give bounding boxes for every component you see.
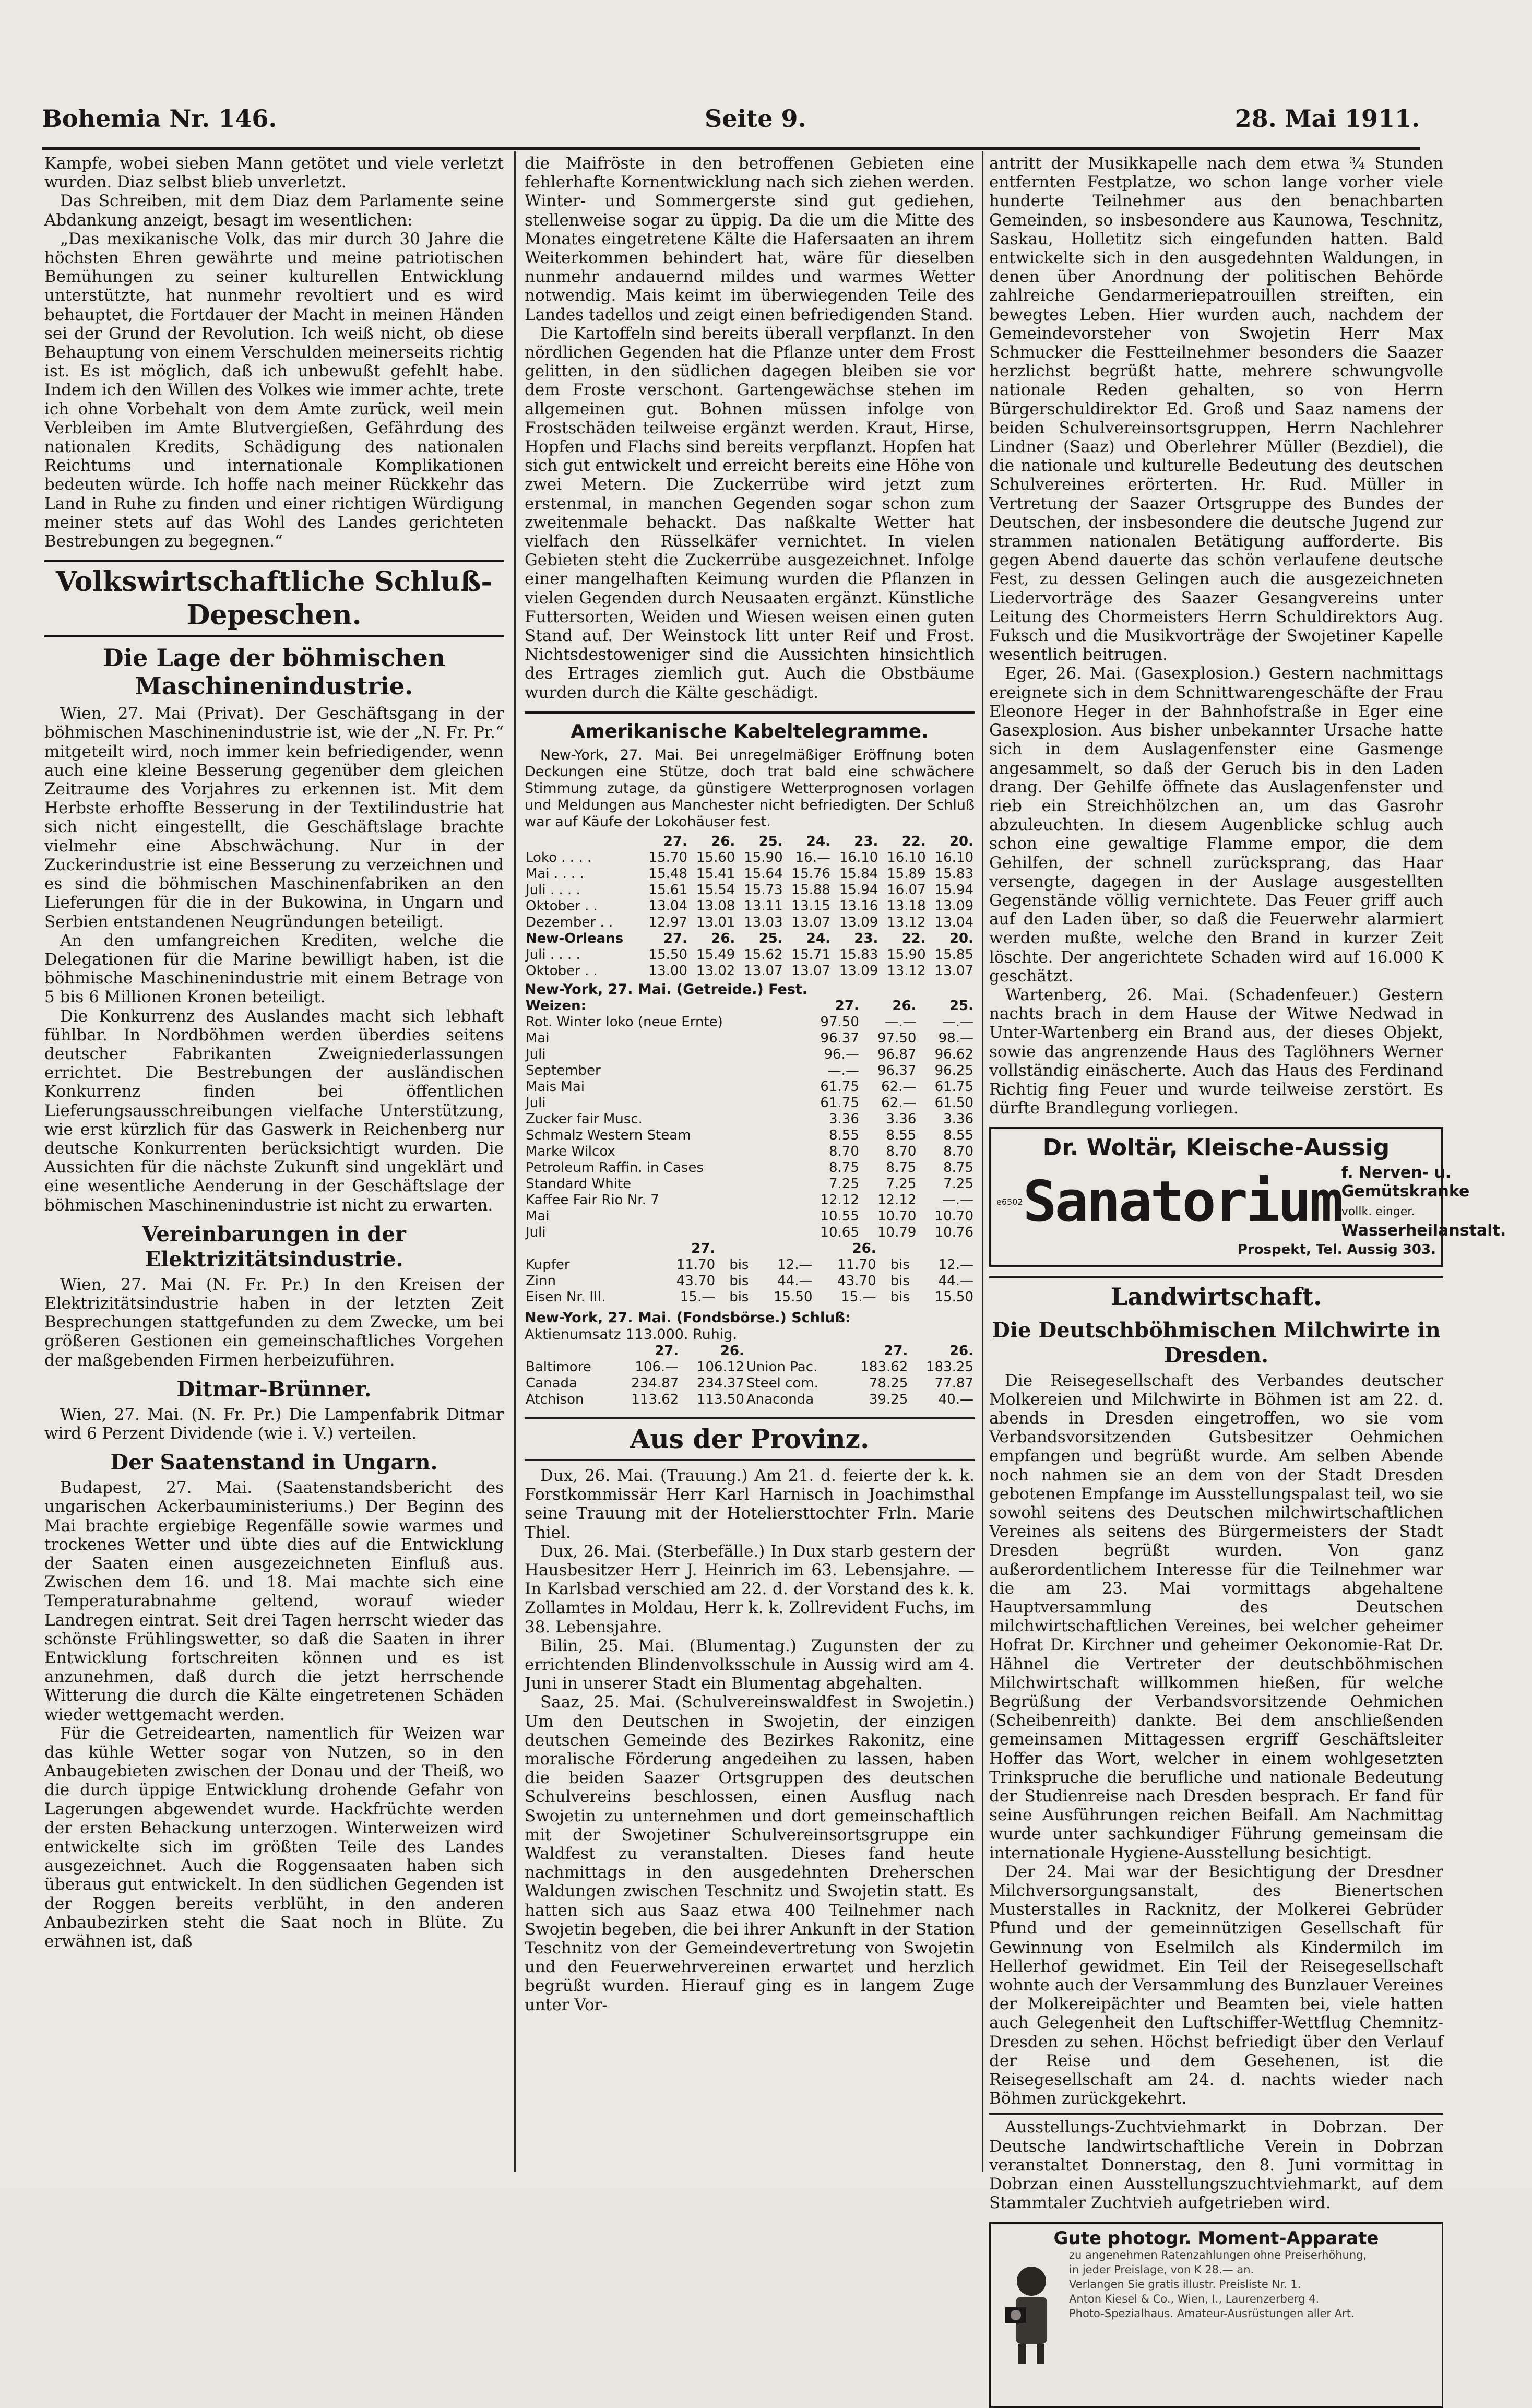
paragraph: Budapest, 27. Mai. (Saatenstandsbericht des ungarischen Ackerbauministeriums.) Der Beginn des Mai brachte ergiebige Regenfälle sowie warmes und trockenes Wetter und übte dies auf die Entwicklung der Saaten einen ausgezeichneten Einfluß aus. Zwischen dem 16. und 18. Mai machte sich eine Temperaturabnahme geltend, worauf wieder Landregen eintrat. Seit drei Tagen herrscht wieder das schönste Frühlingswetter, so daß die Saaten in ihrer Entwicklung fortschreiten können und es ist anzunehmen, daß durch die jetzt herrschende Witterung die durch die Kälte eingetretenen Schäden wieder wettgemacht werden. xyxy=(44,1478,504,1724)
table-cell: 8.75 xyxy=(943,1159,973,1176)
paragraph: „Das mexikanische Volk, das mir durch 30 Jahre die höchsten Ehren gewährte und meine patriotischen Bemühungen zu seiner kulturellen Entwicklung unterstützte, hat nunmehr revoltiert und es wird behauptet, die Fortdauer der Macht in meinen Händen sei der Grund der Revolution. Ich weiß nicht, ob diese Behauptung von einem Verschulden meinerseits richtig ist. Es ist möglich, daß ich unbewußt gefehlt habe. Indem ich den Willen des Volkes wie immer achte, trete ich ohne Vorbehalt von dem Amte zurück, weil mein Verbleiben im Amte Blutvergießen, Gefährdung des nationalen Kredits, Schädigung des nationalen Reichtums und internationale Komplikationen bedeuten würde. Ich hoffe nach meiner Rückkehr das Land in Ruhe zu finden und einer richtigen Würdigung meiner stets auf das Wohl des Landes gerichteten Bestrebungen zu begegnen.“ xyxy=(44,229,504,551)
table-cell: —.— xyxy=(942,1014,973,1030)
table-row xyxy=(525,882,975,898)
table-row xyxy=(525,1208,975,1225)
table-cell: 15.48 xyxy=(648,865,687,882)
paragraph: die Maifröste in den betroffenen Gebieten eine fehlerhafte Kornentwicklung nach sich ziehen werden. Winter- und Sommergerste sind gut gediehen, stellenweise sogar zu üppig. Da die um die Mitte des Monates eingetretene Kälte die Hafersaaten an ihrem Weiterkommen behindert hat, wäre für dieselben nunmehr andauernd mildes und warmes Wetter notwendig. Mais keimt im überwiegenden Teile des Landes tadellos und zeigt einen befriedigenden Stand. xyxy=(525,154,975,324)
row-label: Juli xyxy=(526,1095,546,1111)
column-header xyxy=(877,1241,911,1257)
paragraph: Die Reisegesellschaft des Verbandes deutscher Molkereien und Milchwirte in Böhmen ist am 22. d. abends in Dresden eingetroffen, wo sie vom Verbandsvorsitzenden Gutsbesitzer Oehmichen empfangen und begrüßt wurde. Am selben Abende noch nahmen sie an dem von der Stadt Dresden gebotenen Empfange im Ausstellungspalast teil, wo sie sowohl seitens des Deutschen milchwirtschaftlichen Vereines als seitens des Bürgermeisters der Stadt Dresden begrüßt wurden. Von ganz außerordentlichem Interesse für die Teilnehmer war die am 23. Mai vormittags abgehaltene Hauptversammlung des Deutschen milchwirtschaftlichen Vereines, bei welcher geheimer Hofrat Dr. Kirchner und geheimer Oekonomie-Rat Dr. Hähnel die Vertreter der deutschböhmischen Milchwirtschaft willkommen hießen, für welche Begrüßung der Verbandsvorsitzende Oehmichen (Scheibenreith) dankte. Bei dem anschließenden gemeinsamen Mittagessen ergriff Geschäftsleiter Hoffer das Wort, welcher in einem wohlgesetzten Trinkspruche die berufliche und nationale Bedeutung der Studienreise nach Dresden besprach. Er fand für seine Ausführungen reichen Beifall. Am Nachmittag wurde unter sachkundiger Führung gemeinsam die internationale Hygiene-Ausstellung besichtigt. xyxy=(989,1371,1443,1863)
row-label: Eisen Nr. III. xyxy=(526,1289,606,1305)
paragraph: Dux, 26. Mai. (Sterbefälle.) In Dux starb gestern der Hausbesitzer Herr J. Heinrich im 63. Lebensjahre. — In Karlsbad verschied am 22. d. der Vorstand des k. k. Zollamtes in Moldau, Herr k. k. Zollrevident Fuchs, im 38. Lebensjahre. xyxy=(525,1541,975,1636)
table-cell: 11.70 xyxy=(837,1256,876,1273)
paragraph: Kampfe, wobei sieben Mann getötet und viele verletzt wurden. Diaz selbst blieb unverletzt. xyxy=(44,154,504,192)
table-cell: 13.12 xyxy=(887,914,926,930)
table-cell: 113.62 xyxy=(631,1391,679,1407)
table-cell: 16.10 xyxy=(934,849,973,865)
date-header: 22. xyxy=(901,930,926,946)
camera-ad-line: zu angenehmen Ratenzahlungen ohne Preiserhöhung, xyxy=(1069,2248,1367,2261)
table-cell: 10.79 xyxy=(877,1224,917,1240)
date-header: 25. xyxy=(758,833,783,849)
table-cell: 10.70 xyxy=(934,1208,973,1224)
row-label: Anaconda xyxy=(746,1391,814,1407)
table-row xyxy=(525,1392,975,1408)
stock-subheading: Aktienumsatz 113.000. Ruhig. xyxy=(525,1326,738,1343)
table-cell: 13.04 xyxy=(648,898,687,914)
table-cell: 7.25 xyxy=(943,1176,973,1192)
header-page-number: Seite 9. xyxy=(705,104,806,133)
table-cell: 15.— xyxy=(680,1289,716,1305)
table-cell: 15.— xyxy=(841,1289,876,1305)
stock-heading: New-York, 27. Mai. (Fondsbörse.) Schluß: xyxy=(525,1309,851,1326)
table-cell: 15.90 xyxy=(887,946,926,963)
table-cell: 113.50 xyxy=(696,1391,744,1407)
paragraph: Dux, 26. Mai. (Trauung.) Am 21. d. feierte der k. k. Forstkommissär Herr Karl Harnisch in Joachimsthal seine Trauung mit der Hoteliersttochter Frln. Marie Thiel. xyxy=(525,1466,975,1542)
cotton-table xyxy=(525,834,975,979)
ad-line-2-small: vollk. einger. xyxy=(1341,1205,1415,1219)
table-row xyxy=(525,1030,975,1047)
table-cell: 62.— xyxy=(881,1095,917,1111)
table-cell: 61.50 xyxy=(934,1095,973,1111)
table-cell: 15.50 xyxy=(934,1289,973,1305)
ad-sanatorium-title: Sanatorium xyxy=(1023,1169,1341,1235)
paragraph: Wartenberg, 26. Mai. (Schadenfeuer.) Gestern nachts brach in dem Hause der Witwe Nedwad in Unter-Wartenberg ein Brand aus, der dieses Objekt, sowie das angrenzende Haus des Taglöhners Werner vollständig einäscherte. Auch das Haus des Ferdinand Richtig fing Feuer und wurde teilweise zerstört. Es dürfte Brandlegung vorliegen. xyxy=(989,985,1443,1118)
row-label: Canada xyxy=(526,1375,577,1391)
table-cell: —.— xyxy=(827,1062,859,1078)
column-header xyxy=(750,1241,813,1257)
table-cell: 13.16 xyxy=(839,898,878,914)
row-label: Zinn xyxy=(526,1273,556,1289)
date-header: 22. xyxy=(901,833,926,849)
table-row xyxy=(525,963,975,979)
table-cell: 96.37 xyxy=(820,1030,859,1046)
table-row xyxy=(525,1241,975,1257)
column-header: 25. xyxy=(949,998,973,1014)
table-cell: 3.36 xyxy=(886,1111,917,1127)
column-header: 27. xyxy=(835,998,859,1014)
table-cell: 96.62 xyxy=(934,1046,973,1062)
table-cell: 15.88 xyxy=(791,882,830,898)
table-row xyxy=(525,1176,975,1192)
table-cell: 12.— xyxy=(938,1256,973,1273)
row-label: Atchison xyxy=(526,1391,584,1407)
table-row xyxy=(525,931,975,947)
table-row xyxy=(525,1111,975,1128)
table-cell: 40.— xyxy=(938,1391,973,1407)
table-cell: 7.25 xyxy=(828,1176,859,1192)
table-cell: 15.85 xyxy=(934,946,973,963)
row-label: Juli . . . . xyxy=(526,882,580,898)
table-cell: 15.94 xyxy=(934,882,973,898)
paragraph: Eger, 26. Mai. (Gasexplosion.) Gestern nachmittags ereignete sich in dem Schnittwarengeschäfte der Frau Eleonore Heger in der Bahnhofstraße in Eger eine Gasexplosion. Aus bisher unbekannter Ursache hatte sich in dem Auslagenfenster eine Gasmenge angesammelt, so daß der Geruch bis in den Laden drang. Der Gehilfe öffnete das Auslagenfenster und rieb ein Streichhölzchen an, um das Gasrohr abzuleuchten. In diesem Augenblicke schlug auch schon eine gewaltige Flamme empor, die dem Gehilfen, der schnell zurücksprang, das Haar versengte, dagegen in der Auslage ausgestellten Gegenstände völlig vernichtete. Das Feuer griff auch auf den Laden über, so daß die Feuerwehr alarmiert werden mußte, welche den Brand in kurzer Zeit löschte. Der angerichtete Schaden wird auf 16.000 K geschätzt. xyxy=(989,664,1443,986)
row-label: Marke Wilcox xyxy=(526,1143,615,1159)
date-header: 20. xyxy=(949,930,973,946)
row-label: Dezember . . xyxy=(526,914,613,930)
date-header: 23. xyxy=(854,833,878,849)
table-row xyxy=(525,850,975,866)
table-cell: 15.60 xyxy=(696,849,735,865)
table-cell: 13.09 xyxy=(934,898,973,914)
table-row xyxy=(525,1014,975,1030)
date-header: 26. xyxy=(711,833,735,849)
column-2 xyxy=(525,154,975,2169)
row-label: September xyxy=(526,1062,601,1078)
row-label: Kaffee Fair Rio Nr. 7 xyxy=(526,1192,659,1208)
row-label: Rot. Winter loko (neue Ernte) xyxy=(526,1014,723,1030)
table-cell: 13.04 xyxy=(934,914,973,930)
table-cell: 15.89 xyxy=(887,865,926,882)
table-cell: 15.41 xyxy=(696,865,735,882)
table-cell: 77.87 xyxy=(934,1375,973,1391)
table-cell: 10.65 xyxy=(820,1224,859,1240)
date-header: 25. xyxy=(758,930,783,946)
paragraph: Bilin, 25. Mai. (Blumentag.) Zugunsten der zu errichtenden Blindenvolksschule in Aussig wird am 4. Juni in unserer Stadt ein Blumentag abgehalten. xyxy=(525,1636,975,1693)
table-cell: 15.73 xyxy=(744,882,783,898)
column-3 xyxy=(989,154,1506,2320)
table-cell: 15.64 xyxy=(744,865,783,882)
column-header: 26. xyxy=(852,1240,876,1256)
table-cell: 15.62 xyxy=(744,946,783,963)
table-cell: bis xyxy=(890,1289,910,1305)
camera-ad-line: Verlangen Sie gratis illustr. Preisliste Nr. 1. xyxy=(1069,2277,1301,2291)
table-cell: 44.— xyxy=(938,1273,973,1289)
table-cell: 8.55 xyxy=(886,1127,917,1143)
table-cell: 13.09 xyxy=(839,963,878,979)
table-cell: 13.18 xyxy=(887,898,926,914)
table-cell: 96.25 xyxy=(934,1062,973,1078)
table-cell: 15.49 xyxy=(696,946,735,963)
row-label: Mai . . . . xyxy=(526,865,584,882)
article-heading: Die Lage der böhmischen Maschinenindustrie. xyxy=(102,644,446,701)
column-divider-1 xyxy=(514,151,516,2172)
header-rule xyxy=(42,147,1420,150)
table-row xyxy=(525,834,975,850)
section-heading: Volkswirtschaftliche Schluß-Depeschen. xyxy=(44,560,504,637)
table-cell: 106.12 xyxy=(696,1359,744,1375)
table-cell: 13.00 xyxy=(648,963,687,979)
paragraph: Wien, 27. Mai (N. Fr. Pr.) In den Kreisen der Elektrizitätsindustrie haben in der letzten Zeit Besprechungen stattgefunden zu dem Zwecke, um bei größeren Gestionen ein gemeinschaftliches Vorgehen der maßgebenden Firmen herbeizuführen. xyxy=(44,1275,504,1370)
table-cell: 106.— xyxy=(635,1359,679,1375)
row-label: Mais Mai xyxy=(526,1078,585,1095)
table-row xyxy=(525,1047,975,1063)
paragraph: Ausstellungs-Zuchtviehmarkt in Dobrzan. Der Deutsche landwirtschaftliche Verein in Dobrzan veranstaltet Donnerstag, den 8. Juni vormittag in Dobrzan einen Ausstellungszuchtviehmarkt, auf dem Stammtaler Zuchtvieh aufgetrieben wird. xyxy=(989,2113,1443,2212)
row-label: Kupfer xyxy=(526,1256,570,1273)
table-cell: 15.71 xyxy=(791,946,830,963)
table-cell: 234.87 xyxy=(631,1375,679,1391)
table-row xyxy=(525,866,975,882)
table-row xyxy=(525,898,975,915)
table-cell: 3.36 xyxy=(828,1111,859,1127)
table-cell: 8.75 xyxy=(886,1159,917,1176)
province-heading: Aus der Provinz. xyxy=(525,1417,975,1461)
paragraph: An den umfangreichen Krediten, welche die Delegationen für die Marine bewilligt haben, ist die böhmische Maschinenindustrie mit einem Betrage von 5 bis 6 Millionen Kronen beteiligt. xyxy=(44,931,504,1007)
table-cell: 12.12 xyxy=(877,1192,917,1208)
table-cell: 183.25 xyxy=(926,1359,973,1375)
table-row xyxy=(525,1375,975,1392)
table-row xyxy=(525,1289,975,1306)
paragraph: Das Schreiben, mit dem Diaz dem Parlamente seine Abdankung anzeigt, besagt im wesentlichen: xyxy=(44,192,504,230)
table-cell: 11.70 xyxy=(676,1256,716,1273)
ad-footer: Prospekt, Tel. Aussig 303. xyxy=(1237,1242,1436,1258)
metal-table xyxy=(525,1241,975,1306)
column-header xyxy=(525,1343,614,1359)
table-cell: 13.03 xyxy=(744,914,783,930)
table-row xyxy=(525,998,975,1014)
table-cell: 8.70 xyxy=(886,1143,917,1159)
table-cell: 16.07 xyxy=(887,882,926,898)
article-heading: Ditmar-Brünner. xyxy=(176,1377,372,1402)
table-cell: 13.07 xyxy=(744,963,783,979)
table-cell: 15.54 xyxy=(696,882,735,898)
table-cell: 97.50 xyxy=(820,1014,859,1030)
table-row xyxy=(525,1063,975,1079)
row-label: Zucker fair Musc. xyxy=(526,1111,643,1127)
table-cell: bis xyxy=(729,1273,749,1289)
table-cell: 8.70 xyxy=(828,1143,859,1159)
table-cell: 8.55 xyxy=(943,1127,973,1143)
table-cell: 13.01 xyxy=(696,914,735,930)
header-paper-issue: Bohemia Nr. 146. xyxy=(42,104,277,133)
table-cell: 12.— xyxy=(777,1256,813,1273)
table-cell: 15.90 xyxy=(744,849,783,865)
table-cell: 13.08 xyxy=(696,898,735,914)
table-cell: 97.50 xyxy=(877,1030,917,1046)
table-cell: 234.37 xyxy=(696,1375,744,1391)
table-cell: 62.— xyxy=(881,1078,917,1095)
column-header xyxy=(525,1241,652,1257)
row-label: Juli xyxy=(526,1224,546,1240)
date-header: 27. xyxy=(663,833,687,849)
table-cell: bis xyxy=(729,1289,749,1305)
table-cell: 96.87 xyxy=(877,1046,917,1062)
column-header: 27. xyxy=(691,1240,716,1256)
table-cell: 8.75 xyxy=(828,1159,859,1176)
table-cell: 43.70 xyxy=(676,1273,716,1289)
date-header: 20. xyxy=(949,833,973,849)
stock-table xyxy=(525,1343,975,1408)
table-row xyxy=(525,1273,975,1289)
ad-line-2: Wasserheilanstalt. xyxy=(1341,1221,1506,1240)
row-label: Oktober . . xyxy=(526,898,598,914)
page-header xyxy=(42,104,1420,146)
cable-intro: New-York, 27. Mai. Bei unregelmäßiger Eröffnung boten Deckungen eine Stütze, doch trat bald eine schwächere Stimmung zutage, da günstigere Wetterprognosen vorlagen und Meldungen aus Manchester nicht befriedigten. Der Schluß war auf Käufe der Lokohäuser fest. xyxy=(525,746,975,830)
row-label: Mai xyxy=(526,1030,550,1046)
photographer-illustration-icon xyxy=(1000,2260,1063,2365)
camera-ad-title: Gute photogr. Moment-Apparate xyxy=(1053,2227,1379,2249)
paragraph: antritt der Musikkapelle nach dem etwa ¾ Stunden entfernten Festplatze, wo schon lange vorher viele hunderte Teilnehmer aus den benachbarten Gemeinden, so insbesondere aus Kaunowa, Teschnitz, Saskau, Holletitz sich eingefunden hatten. Bald entwickelte sich in den ausgedehnten Waldungen, in denen über Anordnung der politischen Behörde zahlreiche Gendarmeriepatrouillen streiften, ein bewegtes Leben. Hier wurden auch, nachdem der Gemeindevorsteher von Swojetin Herr Max Schmucker die Festteilnehmer besonders die Saazer herzlichst begrüßt hatte, mehrere schwungvolle nationale Reden gehalten, so von Herrn Bürgerschuldirektor Ed. Groß und Saaz namens der beiden Schulvereinsortsgruppen, Herrn Nachlehrer Lindner (Saaz) und Oberlehrer Müller (Bezdiel), die die nationale und kulturelle Bedeutung des deutschen Schulvereines erörterten. Hr. Rud. Müller in Vertretung der Saazer Ortsgruppe des Bundes der Deutschen, der insbesondere die deutsche Jugend zur strammen nationalen Betätigung aufforderte. Bis gegen Abend dauerte das schön verlaufene deutsche Fest, zu dessen Gelingen auch die ausgezeichneten Liedervorträge des Saazer Gesangvereins unter Leitung des Chormeisters Herrn Schuldirektors Aug. Fuksch und die Musikvorträge der Swojetiner Kapelle wesentlich beitrugen. xyxy=(989,154,1443,665)
paragraph: Für die Getreidearten, namentlich für Weizen war das kühle Wetter sogar von Nutzen, so in den Anbaugebieten zwischen der Donau und der Theiß, wo die durch üppige Entwicklung drohende Gefahr von Lagerungen abgewendet wurde. Hackfrüchte werden der ersten Behackung unterzogen. Winterweizen wird entwickelte sich im größten Teile des Landes ausgezeichnet. Auch die Roggensaaten haben sich überaus gut entwickelt. In den südlichen Gegenden ist der Roggen bereits verblüht, in den anderen Anbaubezirken steht die Saat noch in Blüte. Zu erwähnen ist, daß xyxy=(44,1724,504,1951)
table-cell: 13.12 xyxy=(887,963,926,979)
camera-ad xyxy=(989,2222,1443,2408)
camera-ad-line: Photo-Spezialhaus. Amateur-Ausrüstungen aller Art. xyxy=(1069,2307,1355,2320)
date-header: 27. xyxy=(663,930,687,946)
table-cell: 10.70 xyxy=(877,1208,917,1224)
ad-doctor-name: Dr. Woltär, Kleische-Aussig xyxy=(1042,1134,1390,1161)
column-header: Weizen: xyxy=(526,998,586,1014)
camera-ad-line: Anton Kiesel & Co., Wien, I., Laurenzerberg 4. xyxy=(1069,2292,1320,2305)
row-label: Standard White xyxy=(526,1176,632,1192)
table-cell: 43.70 xyxy=(837,1273,876,1289)
table-cell: 15.83 xyxy=(839,946,878,963)
table-cell: 78.25 xyxy=(869,1375,908,1391)
column-header: 27. xyxy=(884,1343,908,1359)
column-header xyxy=(745,1343,844,1359)
row-label: Petroleum Raffin. in Cases xyxy=(526,1159,704,1176)
table-cell: 96.— xyxy=(824,1046,859,1062)
table-cell: 13.11 xyxy=(744,898,783,914)
sanatorium-ad xyxy=(989,1127,1506,1266)
column-divider-2 xyxy=(982,151,983,2172)
table-cell: 15.50 xyxy=(774,1289,813,1305)
table-cell: 15.84 xyxy=(839,865,878,882)
table-cell xyxy=(525,834,641,850)
table-row xyxy=(525,1359,975,1375)
column-header: 26. xyxy=(720,1343,744,1359)
table-cell: 61.75 xyxy=(820,1095,859,1111)
row-label: Schmalz Western Steam xyxy=(526,1127,691,1143)
column-header: 27. xyxy=(655,1343,679,1359)
table-cell: 13.07 xyxy=(934,963,973,979)
row-label: Juli xyxy=(526,1046,546,1062)
table-cell: —.— xyxy=(885,1014,917,1030)
row-label: Union Pac. xyxy=(746,1359,818,1375)
row-label: Juli . . . . xyxy=(526,946,580,963)
table-cell: 13.09 xyxy=(839,914,878,930)
column-header xyxy=(716,1241,750,1257)
table-cell: 15.61 xyxy=(648,882,687,898)
column-header: 26. xyxy=(949,1343,973,1359)
header-date: 28. Mai 1911. xyxy=(1234,104,1420,133)
table-cell: bis xyxy=(890,1256,910,1273)
table-cell: 10.76 xyxy=(934,1224,973,1240)
paragraph: Die Kartoffeln sind bereits überall verpflanzt. In den nördlichen Gegenden hat die Pflanze unter dem Frost gelitten, in den südlichen dagegen bleiben sie vor dem Froste verschont. Gartengewächse stehen im allgemeinen gut. Bohnen müssen infolge von Frostschäden teilweise ergänzt werden. Kraut, Hirse, Hopfen und Flachs sind bereits verpflanzt. Hopfen hat sich gut entwickelt und erreicht bereits eine Höhe von zwei Metern. Die Zuckerrübe wird jetzt zum erstenmal, in manchen Gegenden sogar schon zum zweitenmale behackt. Das naßkalte Wetter hat vielfach den Rüsselkäfer vernichtet. In vielen Gebieten steht die Zuckerrübe ausgezeichnet. Infolge einer mangelhaften Keimung wurden die Pflanzen in vielen Gegenden durch Neusaaten ergänzt. Künstliche Futtersorten, Weiden und Wiesen weisen einen guten Stand auf. Der Weinstock litt unter Reif und Frost. Nichtsdestoweniger sind die Aussichten hinsichtlich des Ertrages ziemlich gut. Auch die Obstbäume wurden durch die Kälte geschädigt. xyxy=(525,324,975,702)
table-cell: —.— xyxy=(942,1192,973,1208)
table-cell: 96.37 xyxy=(877,1062,917,1078)
row-label: Oktober . . xyxy=(526,963,598,979)
column-header: 26. xyxy=(892,998,917,1014)
paragraph: Die Konkurrenz des Auslandes macht sich lebhaft fühlbar. In Nordböhmen werden überdies seitens deutscher Fabrikanten Zweigniederlassungen errichtet. Die Bestrebungen der ausländischen Konkurrenz finden bei öffentlichen Lieferungsausschreibungen vielfache Unterstützung, wie erst kürzlich für das Gaswerk in Reichenberg nur deutsche Konkurrenten berücksichtigt wurden. Die Aussichten für die nächste Zukunft sind ungeklärt und eine wesentliche Aenderung in der Geschäftslage der böhmischen Maschinenindustrie ist nicht zu erwarten. xyxy=(44,1006,504,1215)
cable-heading: Amerikanische Kabeltelegramme. xyxy=(525,711,975,744)
table-row xyxy=(525,915,975,931)
table-cell: 39.25 xyxy=(869,1391,908,1407)
table-cell: bis xyxy=(729,1256,749,1273)
table-cell: 16.10 xyxy=(839,849,878,865)
ad-line-1: f. Nerven- u. Gemütskranke xyxy=(1341,1164,1470,1201)
table-cell: 13.15 xyxy=(791,898,830,914)
table-row xyxy=(525,1160,975,1176)
row-label: Baltimore xyxy=(526,1359,591,1375)
table-cell: 15.70 xyxy=(648,849,687,865)
table-cell: 3.36 xyxy=(943,1111,973,1127)
row-label: Mai xyxy=(526,1208,550,1224)
table-cell: 15.76 xyxy=(791,865,830,882)
agriculture-subheading: Die Deutschböhmischen Milchwirte in Dresden. xyxy=(992,1318,1441,1368)
date-header: 23. xyxy=(854,930,878,946)
table-cell: 61.75 xyxy=(820,1078,859,1095)
column-header xyxy=(911,1241,975,1257)
table-cell: 8.55 xyxy=(828,1127,859,1143)
table-row xyxy=(525,1192,975,1208)
table-cell: 8.70 xyxy=(943,1143,973,1159)
table-row xyxy=(525,1257,975,1273)
table-row xyxy=(525,1144,975,1160)
grain-table xyxy=(525,998,975,1241)
table-cell: 98.— xyxy=(938,1030,973,1046)
date-header: 24. xyxy=(806,930,830,946)
table-cell: 7.25 xyxy=(886,1176,917,1192)
agriculture-heading: Landwirtschaft. xyxy=(989,1276,1443,1311)
table-cell: 15.50 xyxy=(648,946,687,963)
row-label: Loko . . . . xyxy=(526,849,592,865)
date-header: 26. xyxy=(711,930,735,946)
table-cell: 13.07 xyxy=(791,914,830,930)
table-cell: 16.— xyxy=(795,849,830,865)
paragraph: Wien, 27. Mai (Privat). Der Geschäftsgang in der böhmischen Maschinenindustrie ist, wie der „N. Fr. Pr.“ mitgeteilt wird, noch immer kein befriedigender, wenn auch eine kleine Besserung gegenüber dem gleichen Zeitraume des Vorjahres zu erkennen ist. Mit dem Herbste erhoffte Besserung in der Textilindustrie hat sich nicht eingestellt, die Geschäftslage brachte vielmehr eine Abschwächung. Nur in der Zuckerindustrie ist eine Besserung zu verzeichnen und es sind die böhmischen Maschinenfabriken an den Lieferungen für die in der Bukowina, in Ungarn und Serbien entstandenen Neugründungen beteiligt. xyxy=(44,704,504,931)
table-row xyxy=(525,1343,975,1359)
paragraph: Saaz, 25. Mai. (Schulvereinswaldfest in Swojetin.) Um den Deutschen in Swojetin, der einzigen deutschen Gemeinde des Bezirkes Rakonitz, eine moralische Förderung angedeihen zu lassen, haben die beiden Saazer Ortsgruppen des deutschen Schulvereins beschlossen, einen Ausflug nach Swojetin zu unternehmen und dort gemeinschaftlich mit der Swojetiner Schulvereinsortsgruppe ein Waldfest zu veranstalten. Dieses fand heute nachmittags in den ausgedehnten Dreherschen Waldungen zwischen Teschnitz und Swojetin statt. Es hatten sich aus Saaz etwa 400 Teilnehmer nach Swojetin begeben, die bei ihrer Ankunft in der Station Teschnitz von der Gemeindevertretung von Swojetin und den Feuerwehrvereinen erwartet und herzlich begrüßt wurden. Hierauf ging es in langem Zuge unter Vor- xyxy=(525,1693,975,2014)
paragraph: Der 24. Mai war der Besichtigung der Dresdner Milchversorgungsanstalt, des Bienertschen Musterstalles in Racknitz, der Molkerei Gebrüder Pfund und der gemeinnützigen Gesellschaft für Gewinnung von Eselmilch als Kindermilch im Hellerhof gewidmet. Ein Teil der Reisegesellschaft wohnte auch der Versammlung des Bunzlauer Vereines der Molkereipächter und Beamten bei, viele hatten auch Gelegenheit den Luftschiffer-Wettflug Chemnitz-Dresden zu sehen. Höchst befriedigt über den Verlauf der Reise und dem Gesehenen, ist die Reisegesellschaft am 24. d. nachts wieder nach Böhmen zurückgekehrt. xyxy=(989,1862,1443,2108)
table-row xyxy=(525,1079,975,1095)
table-cell: 10.55 xyxy=(820,1208,859,1224)
table-cell: 61.75 xyxy=(934,1078,973,1095)
camera-ad-line: in jeder Preislage, von K 28.— an. xyxy=(1069,2263,1254,2276)
grain-heading: New-York, 27. Mai. (Getreide.) Fest. xyxy=(525,981,808,998)
table-row xyxy=(525,1128,975,1144)
column-1 xyxy=(44,154,504,2169)
table-cell: 16.10 xyxy=(887,849,926,865)
table-cell: 183.62 xyxy=(860,1359,908,1375)
section-label: New-Orleans xyxy=(526,930,624,946)
table-cell: bis xyxy=(890,1273,910,1289)
article-heading: Der Saatenstand in Ungarn. xyxy=(110,1450,438,1475)
table-cell: 13.02 xyxy=(696,963,735,979)
table-cell: 12.97 xyxy=(648,914,687,930)
article-heading: Vereinbarungen in der Elektrizitätsindustrie. xyxy=(142,1221,406,1272)
date-header: 24. xyxy=(806,833,830,849)
table-cell: 13.07 xyxy=(791,963,830,979)
table-cell: 12.12 xyxy=(820,1192,859,1208)
table-row xyxy=(525,1225,975,1241)
table-row xyxy=(525,947,975,963)
table-row xyxy=(525,1095,975,1111)
ad-code: e6502 xyxy=(996,1196,1023,1207)
row-label: Steel com. xyxy=(746,1375,818,1391)
table-cell: 15.94 xyxy=(839,882,878,898)
paragraph: Wien, 27. Mai. (N. Fr. Pr.) Die Lampenfabrik Ditmar wird 6 Perzent Dividende (wie i. V.) verteilen. xyxy=(44,1405,504,1443)
table-cell: 15.83 xyxy=(934,865,973,882)
table-cell: 44.— xyxy=(777,1273,813,1289)
